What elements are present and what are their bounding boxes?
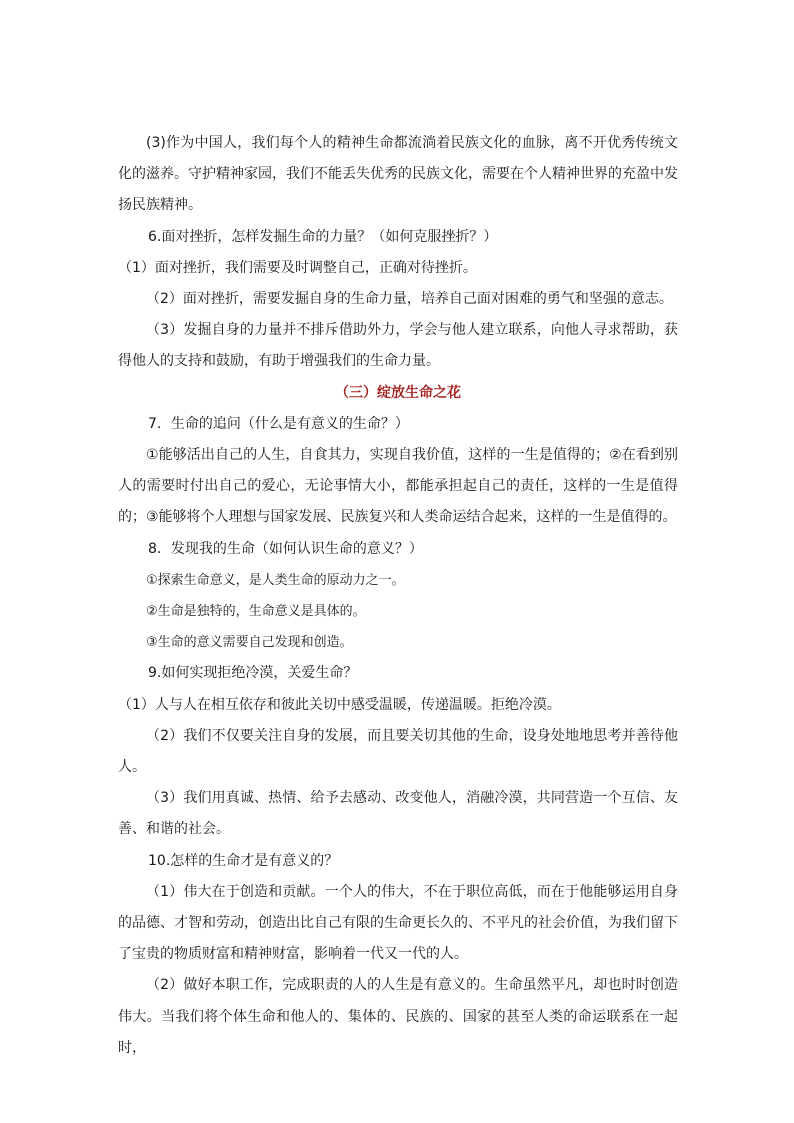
answer-9-1: （1）人与人在相互依存和彼此关切中感受温暖，传递温暖。拒绝冷漠。 xyxy=(118,696,561,713)
answer-8-2: ②生命是独特的，生命意义是具体的。 xyxy=(146,604,366,620)
answer-9-2: （2）我们不仅要关注自身的发展，而且要关切其他的生命，设身处地地思考并善待他人。 xyxy=(118,727,678,776)
answer-8-3: ③生命的意义需要自己发现和创造。 xyxy=(146,635,353,651)
question-8: 8．发现我的生命（如何认识生命的意义？） xyxy=(148,540,423,557)
section-title: （三）绽放生命之花 xyxy=(335,384,461,401)
question-10: 10.怎样的生命才是有意义的？ xyxy=(148,852,339,869)
answer-10-2: （2）做好本职工作，完成职责的人的人生是有意义的。生命虽然平凡，却也时时创造伟大。当我们将个体生命和他人的、集体的、民族的、国家的甚至人类的命运联系在一起时， xyxy=(118,977,678,1056)
question-6: 6.面对挫折，怎样发掘生命的力量？（如何克服挫折？） xyxy=(148,228,498,245)
answer-9-3: （3）我们用真诚、热情、给予去感动、改变他人，消融冷漠，共同营造一个互信、友善、和谐的社会。 xyxy=(118,790,678,838)
answer-6-2: （2）面对挫折，需要发掘自身的生命力量，培养自己面对困难的勇气和坚强的意志。 xyxy=(146,291,673,308)
question-9: 9.如何实现拒绝冷漠，关爱生命？ xyxy=(148,665,358,682)
question-7: 7．生命的追问（什么是有意义的生命？） xyxy=(148,415,409,432)
answer-10-1: （1）伟大在于创造和贡献。一个人的伟大，不在于职位高低，而在于他能够运用自身的品德、才智和劳动，创造出比自己有限的生命更长久的、不平凡的社会价值，为我们留下了宝贵的物质财富和精神财富，影响着一代又一代的人。 xyxy=(118,883,678,963)
document-page xyxy=(118,128,678,1064)
answer-6-1: （1）面对挫折，我们需要及时调整自己，正确对待挫折。 xyxy=(118,259,477,276)
answer-6-3: （3）发掘自身的力量并不排斥借助外力，学会与他人建立联系，向他人寻求帮助，获得他人的支持和鼓励，有助于增强我们的生命力量。 xyxy=(118,322,678,370)
paragraph-spirit-culture: (3)作为中国人，我们每个人的精神生命都流淌着民族文化的血脉，离不开优秀传统文化的滋养。守护精神家园，我们不能丢失优秀的民族文化，需要在个人精神世界的充盈中发扬民族精神。 xyxy=(118,135,678,214)
answer-7: ①能够活出自己的人生，自食其力，实现自我价值，这样的一生是值得的；②在看到别人的需要时付出自己的爱心，无论事情大小，都能承担起自己的责任，这样的一生是值得的；③能够将个人理想与国家发展、民族复兴和人类命运结合起来，这样的一生是值得的。 xyxy=(118,447,678,526)
answer-8-1: ①探索生命意义，是人类生命的原动力之一。 xyxy=(146,572,405,588)
